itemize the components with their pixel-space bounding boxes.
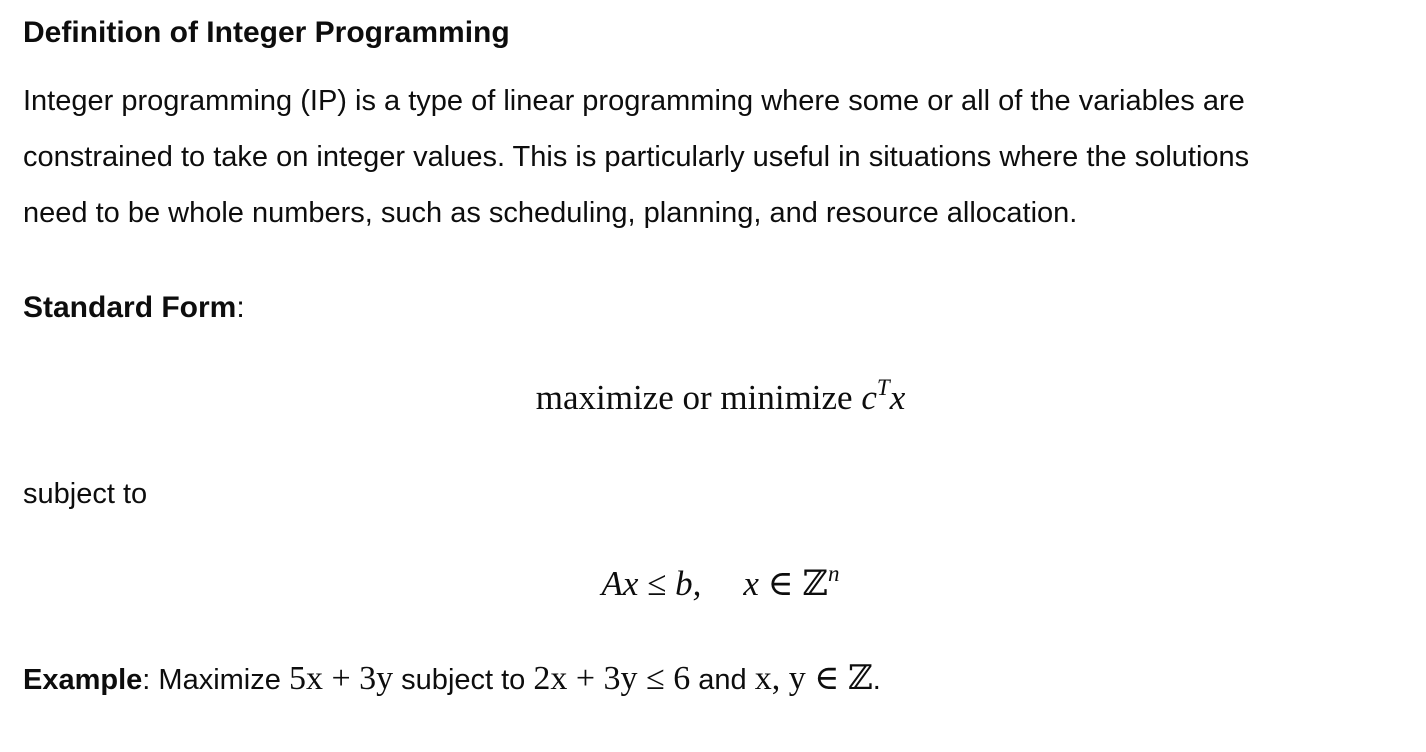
objective-text: maximize or minimize (535, 378, 862, 417)
intro-line-2: constrained to take on integer values. This is particularly useful in situations where the solutions (23, 141, 1250, 173)
objective-x: x (889, 378, 906, 417)
document-page (23, 0, 1418, 752)
example-text-3: and (690, 664, 755, 696)
example-label: Example (23, 664, 143, 696)
constraint-le: ≤ (647, 564, 667, 603)
page-title: Definition of Integer Programming (23, 16, 510, 49)
objective-transpose: T (876, 375, 890, 400)
example-text-1: Maximize (150, 664, 289, 696)
intro-line-3: need to be whole numbers, such as scheduling, planning, and resource allocation. (23, 197, 1078, 229)
constraint-rhs: b, (675, 564, 702, 603)
standard-form-colon: : (236, 291, 245, 324)
intro-paragraph (23, 73, 1418, 241)
standard-form-heading (23, 288, 245, 328)
constraint-in: ∈ (767, 564, 794, 603)
objective-equation (23, 376, 1418, 420)
example-constraint-math: 2x + 3y ≤ 6 (533, 660, 691, 697)
intro-line-1: Integer programming (IP) is a type of linear programming where some or all of the variables are (23, 85, 1245, 117)
example-text-2: subject to (393, 664, 534, 696)
constraint-exponent: n (827, 561, 840, 586)
example-colon: : (142, 664, 151, 696)
objective-c: c (861, 378, 877, 417)
example-line (23, 657, 881, 702)
constraint-lhs: Ax (601, 564, 639, 603)
constraint-set: ℤ (802, 564, 828, 603)
example-objective-math: 5x + 3y (288, 660, 394, 697)
example-period: . (872, 664, 881, 696)
subject-to-text: subject to (23, 478, 148, 510)
example-domain-math: x, y ∈ ℤ (754, 660, 873, 697)
constraint-equation (23, 562, 1418, 606)
standard-form-label: Standard Form (23, 291, 237, 324)
constraint-var: x (743, 564, 759, 603)
